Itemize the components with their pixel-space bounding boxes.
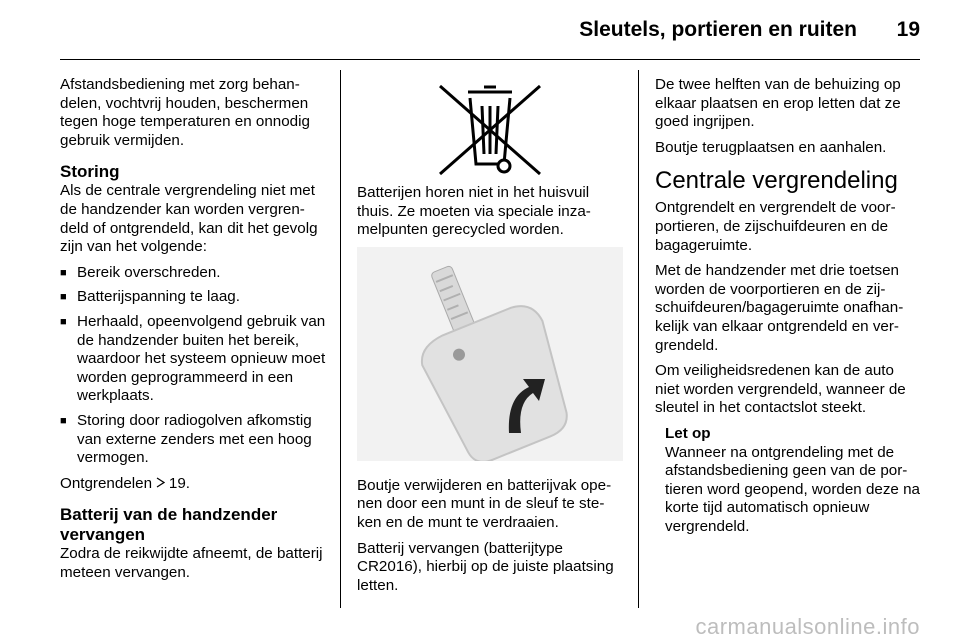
unlock-reference-page[interactable]: 19. (168, 474, 191, 492)
bullet-item: ■ Herhaald, opeenvolgend gebruik van de handzender buiten het bereik, waardoor het systeem opnieuw moet worden geprogrammeerd in een werkplaats. (60, 312, 326, 405)
battery-paragraph: Zodra de reikwijdte afneemt, de batterij meteen vervangen. (60, 545, 323, 581)
column-divider-2 (638, 70, 639, 608)
note-heading: Let op (665, 424, 711, 442)
column-divider-1 (340, 70, 341, 608)
header-rule (60, 59, 920, 60)
bullet-item: ■ Bereik overschreden. (60, 263, 221, 281)
page-header-title: Sleutels, portieren en ruiten (579, 18, 857, 41)
note-paragraph: Wanneer na ontgrendeling met de afstandsbediening geen van de portieren word geopend, worden deze na korte tijd automatisch opnieuw vergrendeld. (665, 443, 920, 535)
bullet-item: ■ Batterijspanning te laag. (60, 288, 240, 306)
square-bullet-icon: ■ (60, 315, 67, 328)
storing-bullet-list (60, 264, 326, 468)
battery-heading: Batterij van de handzender vervangen (60, 505, 278, 545)
cover-paragraph: Boutje verwijderen en batterijvak openen door een munt in de sleuf te steken en de munt te verdraaien. (357, 476, 612, 531)
three-button-paragraph: Met de handzender met drie toetsen worden de voorportieren en de zijschuifdeuren/bagageruimte onafhankelijk van elkaar ontgrendeld en vergrendeld. (655, 262, 904, 354)
square-bullet-icon: ■ (60, 414, 67, 427)
note-box (665, 425, 921, 537)
screw-paragraph: Boutje terugplaatsen en aanhalen. (655, 138, 887, 156)
column-1 (60, 76, 326, 589)
page-reference-arrow-icon (156, 476, 169, 491)
square-bullet-icon: ■ (60, 266, 67, 279)
recycle-paragraph: Batterijen horen niet in het huisvuil thuis. Ze moeten via speciale inzamelpunten gerecycled worden. (357, 184, 591, 239)
halves-paragraph: De twee helften van de behuizing op elkaar plaatsen en erop letten dat ze goed ingrijpen. (655, 76, 901, 131)
central-locking-heading: Centrale vergrendeling (655, 167, 898, 195)
storing-paragraph: Als de centrale vergrendeling niet met de handzender kan worden vergrendeld of ontgrendeld, kan dit het gevolg zijn van het volgende: (60, 182, 318, 256)
watermark: carmanualsonline.info (695, 614, 920, 639)
central-paragraph: Ontgrendelt en vergrendelt de voorportieren, de zijschuifdeuren en de bagageruimte. (655, 199, 896, 254)
safety-paragraph: Om veiligheidsredenen kan de auto niet worden vergrendeld, wanneer de sleutel in het contactslot steekt. (655, 362, 906, 417)
intro-paragraph: Afstandsbediening met zorg behandelen, vochtvrij houden, beschermen tegen hoge temperaturen en onnodig gebruik vermijden. (60, 76, 310, 149)
square-bullet-icon: ■ (60, 291, 67, 304)
unlock-reference: Ontgrendelen 19. (60, 474, 191, 492)
bullet-item: ■ Storing door radiogolven afkomstig van externe zenders met een hoog vermogen. (60, 411, 312, 467)
crossed-out-wheelie-bin-icon (436, 84, 544, 176)
column-3 (655, 76, 921, 543)
page-number: 19 (896, 18, 920, 41)
replace-battery-paragraph: Batterij vervangen (batterijtype CR2016), hierbij op de juiste plaatsing letten. (357, 539, 614, 594)
storing-heading: Storing (60, 162, 120, 182)
car-key-fob-image (357, 247, 623, 461)
column-2 (357, 84, 623, 602)
